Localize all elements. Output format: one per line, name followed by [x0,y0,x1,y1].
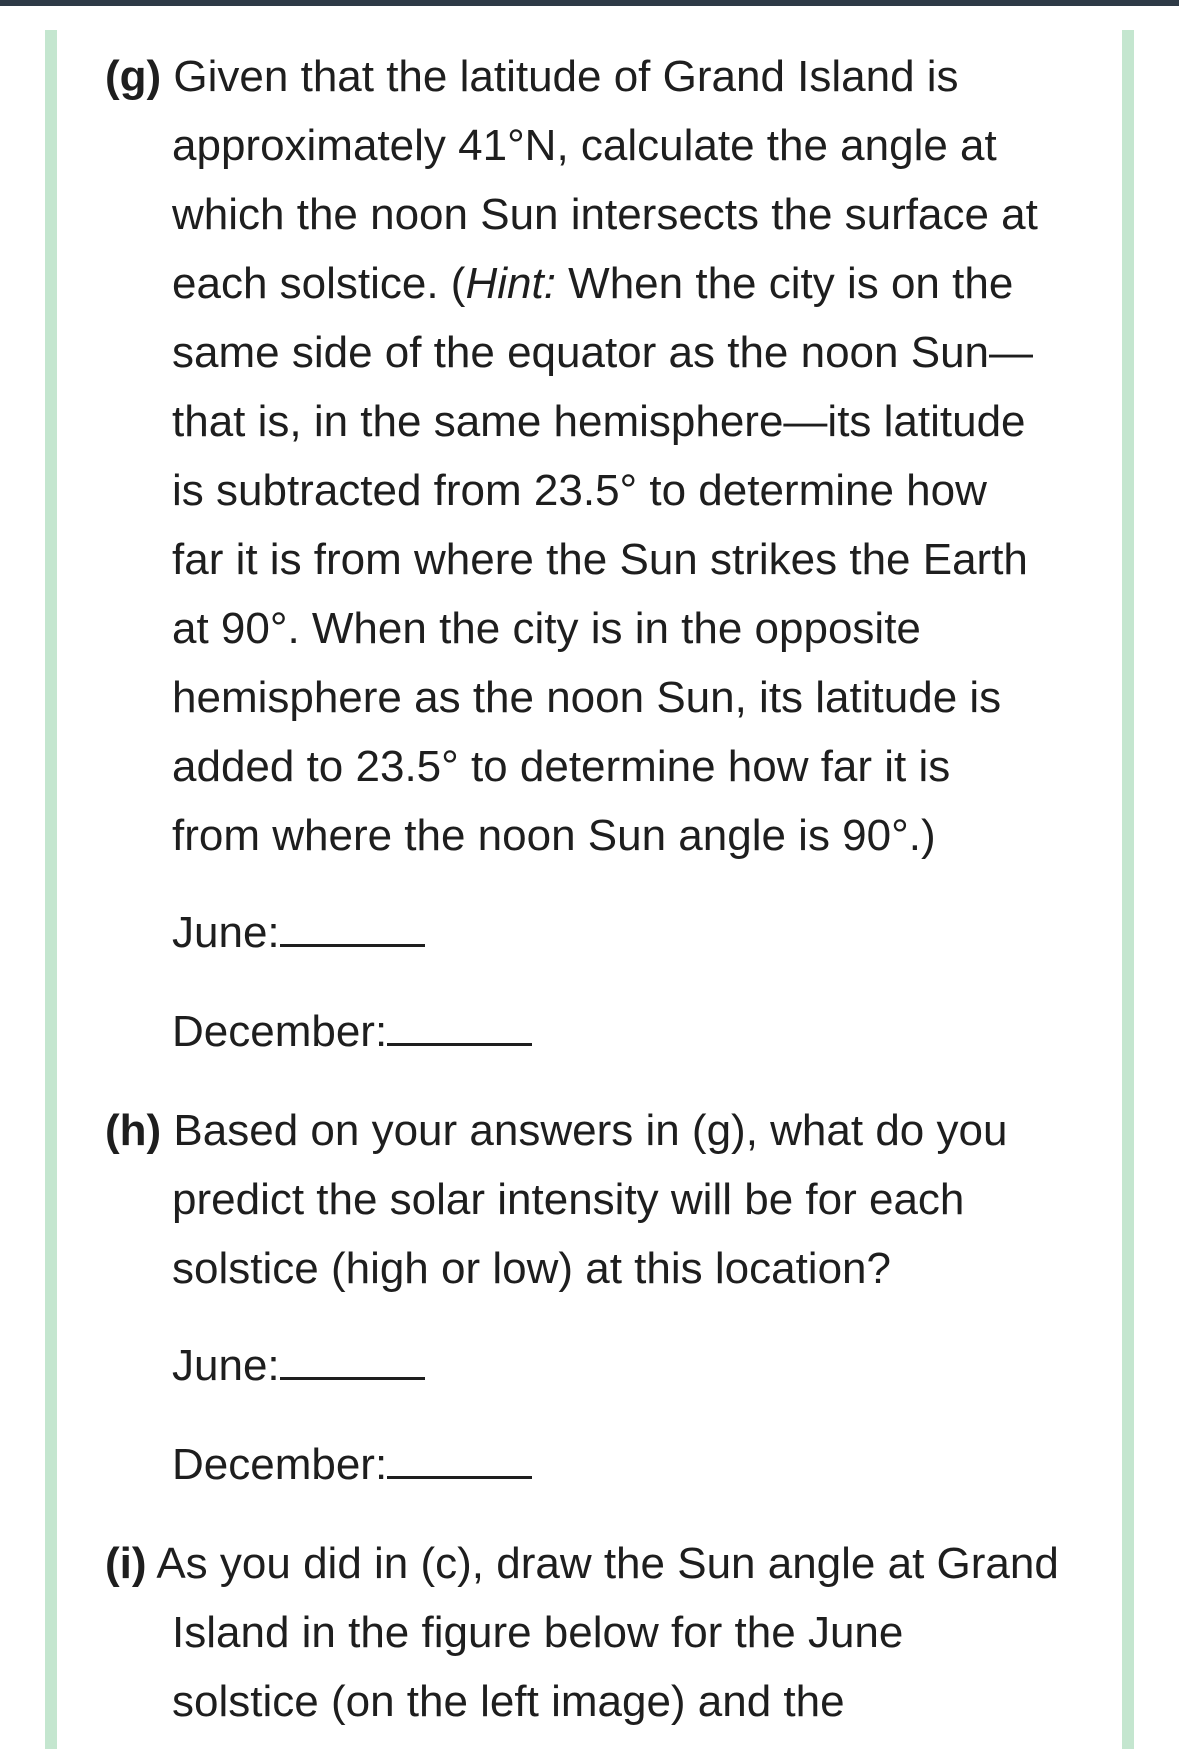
left-accent-border [45,30,57,1749]
question-g-line-1: Given that the latitude of Grand Island is [173,52,959,101]
question-g-line-2: approximately 41°N, calculate the angle at [172,121,997,170]
question-g-line-8: far it is from where the Sun strikes the Earth [172,535,1028,584]
question-g-line-12: from where the noon Sun angle is 90°.) [172,811,936,860]
question-h-first-line [105,1096,1105,1165]
question-i-body [105,1598,1105,1736]
question-g-line-7: is subtracted from 23.5° to determine how [172,466,987,515]
question-g-line-4-post: When the city is on the [555,259,1014,308]
question-g-line-11: added to 23.5° to determine how far it is [172,742,951,791]
question-h-june-row [105,1331,1105,1400]
question-g-line-4 [172,249,1105,318]
question-h-line-3: solstice (high or low) at this location? [172,1244,891,1293]
hint-label: Hint: [465,259,556,308]
question-h-label: (h) [105,1106,162,1155]
question-i-line-1: As you did in (c), draw the Sun angle at Grand [156,1539,1059,1588]
question-i-line-3: solstice (on the left image) and the [172,1677,845,1726]
question-i-line-2: Island in the figure below for the June [172,1608,904,1657]
question-g-line-4-pre: each solstice. ( [172,259,466,308]
june-label: June: [172,1341,280,1390]
question-g-line-10: hemisphere as the noon Sun, its latitude is [172,673,1002,722]
question-h-line-1: Based on your answers in (g), what do you [173,1106,1008,1155]
right-accent-border [1122,30,1134,1749]
question-i-first-line [105,1529,1105,1598]
top-bar [0,0,1179,6]
december-answer-blank[interactable] [387,1448,532,1479]
june-answer-blank[interactable] [280,1349,425,1380]
question-g-line-3: which the noon Sun intersects the surface at [172,190,1038,239]
question-h [105,1096,1105,1499]
june-answer-blank[interactable] [280,916,425,947]
question-g-line-5: same side of the equator as the noon Sun— [172,328,1034,377]
question-h-body [105,1165,1105,1303]
june-label: June: [172,908,280,957]
question-g-first-line [105,42,1105,111]
december-label: December: [172,1007,388,1056]
question-h-december-row [105,1430,1105,1499]
worksheet-content [105,42,1105,1736]
question-g-june-row [105,898,1105,967]
question-i [105,1529,1105,1736]
question-g [105,42,1105,1066]
question-g-body [105,111,1105,870]
december-label: December: [172,1440,388,1489]
question-i-label: (i) [105,1539,147,1588]
question-g-label: (g) [105,52,162,101]
question-h-line-2: predict the solar intensity will be for each [172,1175,965,1224]
december-answer-blank[interactable] [387,1015,532,1046]
question-g-line-9: at 90°. When the city is in the opposite [172,604,921,653]
question-g-december-row [105,997,1105,1066]
question-g-line-6: that is, in the same hemisphere—its latitude [172,397,1026,446]
